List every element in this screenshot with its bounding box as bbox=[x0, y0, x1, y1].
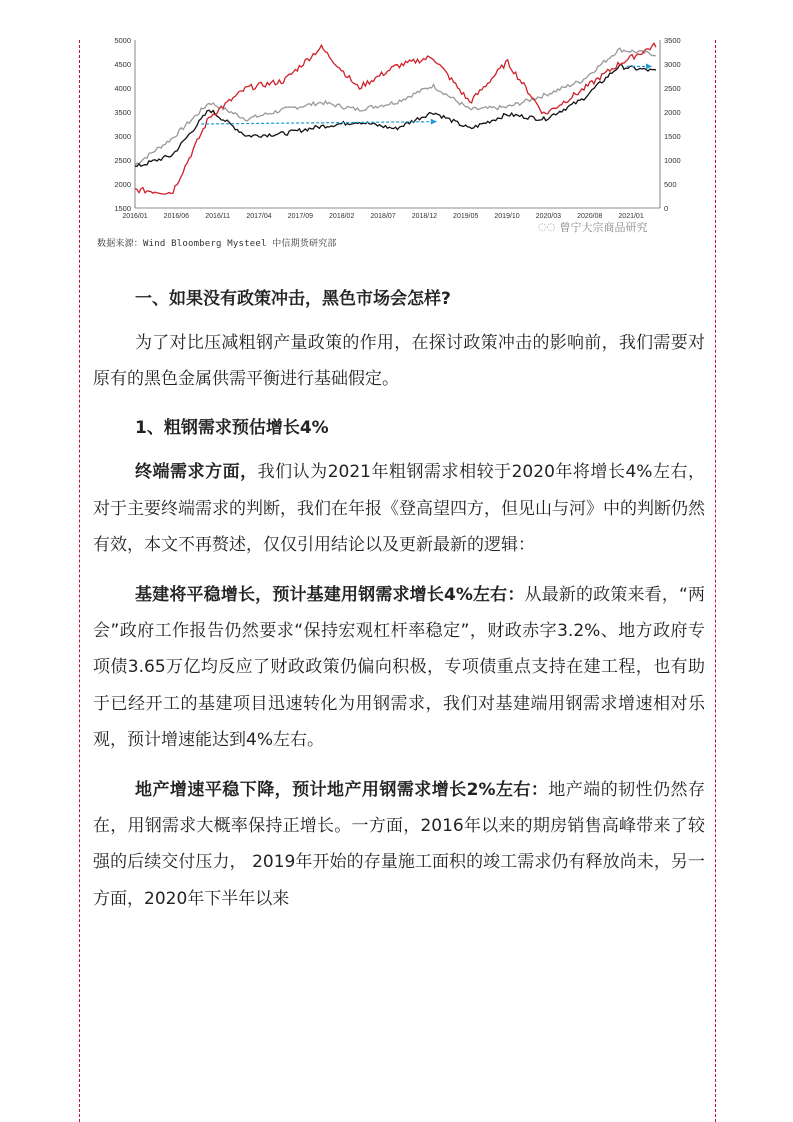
paragraph-text: 地产端的韧性仍然存在，用钢需求大概率保持正增长。一方面，2016年以来的期房销售高峰带来了较强的后续交付压力， 2019年开始的存量施工面积的竣工需求仍有释放尚未，另一方面，2020年下半年以来 bbox=[93, 780, 705, 909]
y-tick-left: 2000 bbox=[114, 180, 131, 189]
series-line-black bbox=[135, 65, 656, 167]
x-tick-label: 2017/09 bbox=[287, 213, 314, 220]
x-tick-label: 2019/10 bbox=[494, 213, 520, 220]
y-tick-left: 4000 bbox=[114, 84, 131, 93]
y-tick-right: 2500 bbox=[664, 84, 681, 93]
page-border-left bbox=[79, 40, 80, 1122]
x-tick-label: 2018/02 bbox=[329, 213, 355, 220]
y-tick-right: 2000 bbox=[664, 108, 681, 117]
x-tick-label: 2018/07 bbox=[370, 213, 396, 220]
paragraph-text: 我们认为2021年粗钢需求相较于2020年将增长4%左右，对于主要终端需求的判断，我们在年报《登高望四方，但见山与河》中的判断仍然有效，本文不再赘述，仅仅引用结论以及更新最新的逻辑： bbox=[93, 462, 705, 555]
article-body bbox=[93, 282, 705, 931]
y-tick-left: 3000 bbox=[114, 132, 131, 141]
annotation-arrow-line bbox=[201, 122, 437, 124]
x-tick-label: 2020/08 bbox=[577, 213, 603, 220]
y-tick-right: 1000 bbox=[664, 156, 681, 165]
series-line-red bbox=[135, 43, 656, 194]
paragraph-lead: 基建将平稳增长，预计基建用钢需求增长4%左右： bbox=[135, 585, 525, 606]
wechat-icon: ◌◌ bbox=[538, 221, 556, 233]
series-line-gray bbox=[135, 48, 656, 165]
x-tick-label: 2016/11 bbox=[205, 213, 231, 220]
y-tick-right: 0 bbox=[664, 204, 669, 213]
annotation-arrow-head bbox=[431, 119, 437, 125]
y-tick-left: 4500 bbox=[114, 60, 131, 69]
page-border-right bbox=[715, 40, 716, 1122]
heading-subsection-1: 1、粗钢需求预估增长4% bbox=[135, 418, 329, 439]
y-tick-left: 5000 bbox=[114, 36, 131, 45]
paragraph-terminal-demand bbox=[93, 454, 705, 563]
paragraph-infrastructure bbox=[93, 577, 705, 758]
y-tick-right: 500 bbox=[664, 180, 677, 189]
paragraph-intro: 为了对比压减粗钢产量政策的作用，在探讨政策冲击的影响前，我们需要对原有的黑色金属供需平衡进行基础假定。 bbox=[93, 333, 705, 390]
y-tick-left: 2500 bbox=[114, 156, 131, 165]
paragraph-text: 从最新的政策来看，“两会”政府工作报告仍然要求“保持宏观杠杆率稳定”，财政赤字3.2%、地方政府专项债3.65万亿均反应了财政政策仍偏向积极，专项债重点支持在建工程，也有助于已经开工的基建项目迅速转化为用钢需求，我们对基建端用钢需求增速相对乐观，预计增速能达到4%左右。 bbox=[93, 585, 705, 750]
x-tick-label: 2016/06 bbox=[163, 213, 189, 220]
annotation-arrow-head bbox=[646, 63, 652, 69]
y-tick-right: 3000 bbox=[664, 60, 681, 69]
y-tick-left: 1500 bbox=[114, 204, 131, 213]
y-tick-right: 3500 bbox=[664, 36, 681, 45]
watermark bbox=[538, 219, 647, 235]
x-tick-label: 2018/12 bbox=[411, 213, 438, 220]
x-tick-label: 2016/01 bbox=[122, 213, 148, 220]
watermark-text: 曾宁大宗商品研究 bbox=[559, 221, 648, 234]
paragraph-lead: 终端需求方面， bbox=[135, 462, 258, 483]
x-tick-label: 2020/03 bbox=[535, 213, 562, 220]
x-tick-label: 2017/04 bbox=[246, 213, 272, 220]
chart-source: 数据来源：Wind Bloomberg Mysteel 中信期货研究部 bbox=[97, 239, 337, 249]
heading-section-1: 一、如果没有政策冲击，黑色市场会怎样? bbox=[135, 289, 451, 309]
chart-svg bbox=[95, 30, 695, 235]
paragraph-lead: 地产增速平稳下降，预计地产用钢需求增长2%左右： bbox=[135, 780, 549, 801]
y-tick-left: 3500 bbox=[114, 108, 131, 117]
paragraph-real-estate bbox=[93, 772, 705, 917]
chart bbox=[95, 30, 695, 250]
x-tick-label: 2019/05 bbox=[453, 213, 479, 220]
y-tick-right: 1500 bbox=[664, 132, 681, 141]
x-tick-label: 2021/01 bbox=[618, 213, 644, 220]
